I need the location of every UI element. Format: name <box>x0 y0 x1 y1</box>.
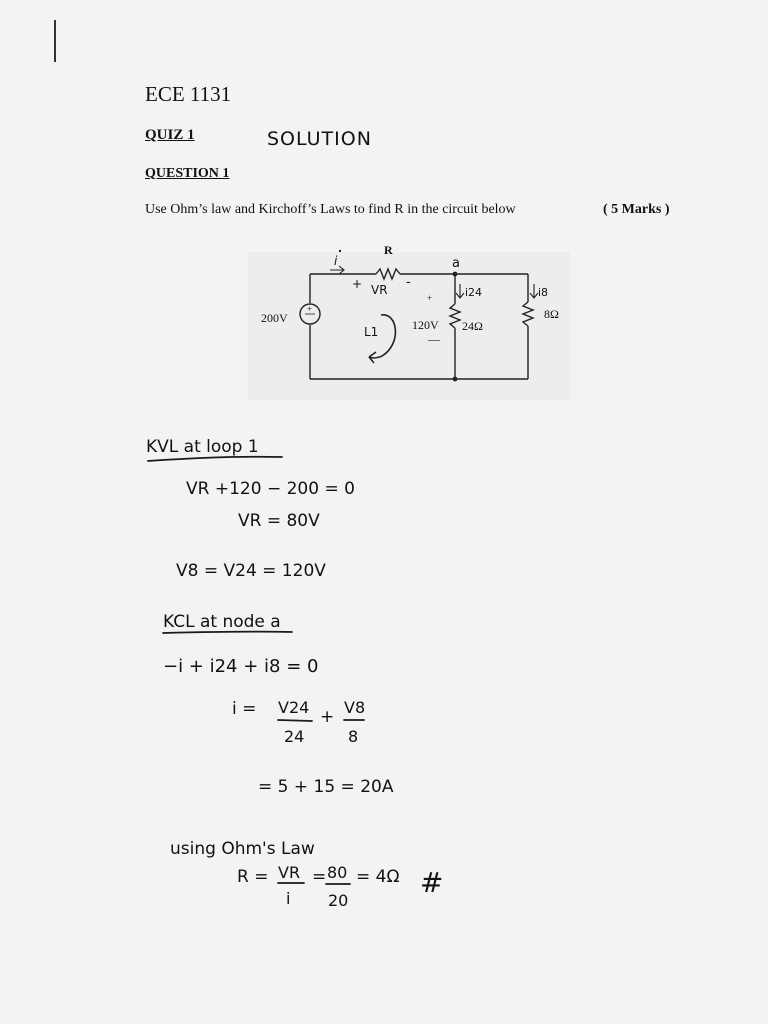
i-result: = 5 + 15 = 20A <box>258 777 394 797</box>
fraction1-numerator: V24 <box>278 698 310 717</box>
label-loop: L1 <box>364 325 379 339</box>
final-mark: # <box>420 866 444 899</box>
kvl-heading: KVL at loop 1 <box>146 437 259 457</box>
quiz-label: QUIZ 1 <box>145 127 195 143</box>
question-marks: ( 5 Marks ) <box>603 202 670 217</box>
label-source-plus: + <box>307 304 313 314</box>
course-title: ECE 1131 <box>145 82 232 106</box>
i-prefix: i = <box>232 699 257 719</box>
label-i24: i24 <box>465 286 483 299</box>
fraction2-numerator: V8 <box>344 698 366 717</box>
question-prompt: Use Ohm’s law and Kirchoff’s Laws to find R in the circuit below <box>145 202 516 217</box>
vr-result: VR = 80V <box>238 511 320 531</box>
label-i: i <box>334 254 338 268</box>
label-i8: i8 <box>538 286 549 299</box>
solution-title: SOLUTION <box>267 128 372 150</box>
v8-equation: V8 = V24 = 120V <box>176 561 326 581</box>
ohm-heading: using Ohm's Law <box>170 839 315 859</box>
kvl-equation: VR +120 − 200 = 0 <box>186 479 355 499</box>
label-vr-minus: - <box>406 275 411 290</box>
kcl-equation: −i + i24 + i8 = 0 <box>163 656 319 677</box>
label-24-ohm: 24Ω <box>462 319 483 333</box>
label-8-ohm: 8Ω <box>544 307 559 321</box>
r-numerator-1: VR <box>278 863 301 882</box>
label-branch-minus: — <box>428 332 440 346</box>
r-result: = 4Ω <box>356 867 400 887</box>
kcl-heading: KCL at node a <box>163 612 281 632</box>
fraction2-denominator: 8 <box>348 727 359 746</box>
label-node-a: a <box>452 256 460 271</box>
r-denominator-2: 20 <box>328 891 349 910</box>
underline-kvl <box>148 457 282 461</box>
r-numerator-2: 80 <box>327 863 348 882</box>
plus-sign: + <box>320 707 335 727</box>
label-r: R <box>384 243 393 257</box>
fraction1-denominator: 24 <box>284 727 305 746</box>
r-prefix: R = <box>237 867 269 887</box>
label-vr: VR <box>371 283 388 297</box>
r-equals: = <box>312 867 327 887</box>
question-label: QUESTION 1 <box>145 166 230 181</box>
label-vr-plus: + <box>352 277 363 291</box>
label-branch-plus: + <box>427 293 433 303</box>
r-denominator-1: i <box>286 889 291 908</box>
label-200v: 200V <box>261 311 288 325</box>
fraction-bar-1 <box>278 720 312 721</box>
label-120v: 120V <box>412 318 439 332</box>
